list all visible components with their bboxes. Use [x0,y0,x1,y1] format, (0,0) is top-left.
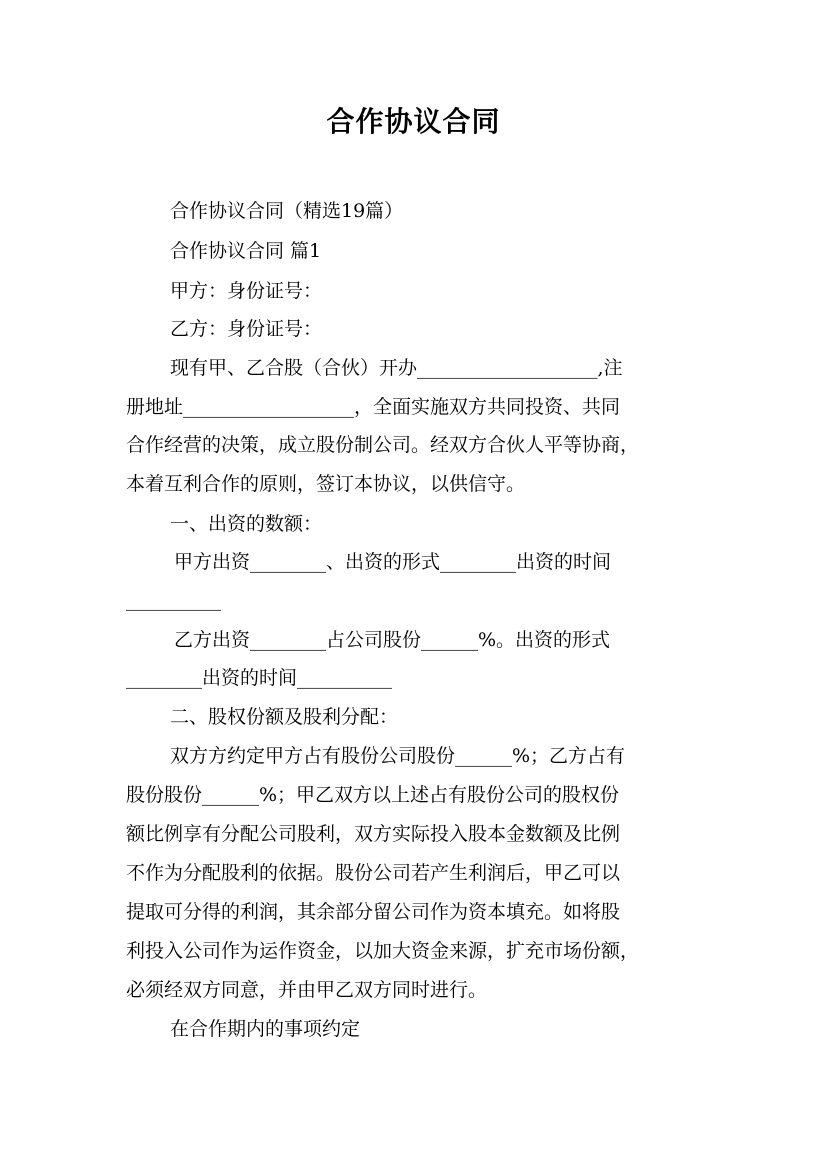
paragraph-line-4: 乙方：身份证号： [170,318,323,340]
paragraph-line-5: 现有甲、乙合股（合伙）开办___________________,注 [170,357,623,379]
paragraph-line-3: 甲方：身份证号： [170,280,323,302]
paragraph-line-13: ________出资的时间__________ [126,667,393,689]
paragraph-line-2: 合作协议合同 篇1 [170,240,322,262]
paragraph-line-21: 必须经双方同意，并由甲乙双方同时进行。 [126,979,488,1001]
paragraph-line-17: 额比例享有分配公司股利，双方实际投入股本金数额及比例 [126,823,621,845]
paragraph-line-11: __________ [126,589,221,611]
paragraph-line-8: 本着互利合作的原则，签订本协议，以供信守。 [126,473,526,495]
paragraph-line-20: 利投入公司作为运作资金，以加大资金来源，扩充市场份额， [126,940,640,962]
paragraph-line-12: 乙方出资________占公司股份______%。出资的形式 [174,629,611,651]
paragraph-line-10: 甲方出资________、出资的形式________出资的时间 [174,551,612,573]
paragraph-line-7: 合作经营的决策，成立股份制公司。经双方合伙人平等协商， [126,434,640,456]
paragraph-line-22: 在合作期内的事项约定 [170,1018,361,1040]
paragraph-line-19: 提取可分得的利润，其余部分留公司作为资本填充。如将股 [126,901,621,923]
section-heading-1: 一、出资的数额： [170,513,323,535]
document-title: 合作协议合同 [326,105,501,138]
paragraph-line-15: 双方方约定甲方占有股份公司股份______%；乙方占有 [170,745,626,767]
section-heading-2: 二、股权份额及股利分配： [170,706,399,728]
paragraph-line-16: 股份股份______%；甲乙双方以上述占有股份公司的股权份 [126,784,620,806]
paragraph-line-1: 合作协议合同（精选19篇） [170,200,404,222]
paragraph-line-6: 册地址__________________，全面实施双方共同投资、共同 [126,396,621,418]
paragraph-line-18: 不作为分配股利的依据。股份公司若产生利润后，甲乙可以 [126,862,621,884]
